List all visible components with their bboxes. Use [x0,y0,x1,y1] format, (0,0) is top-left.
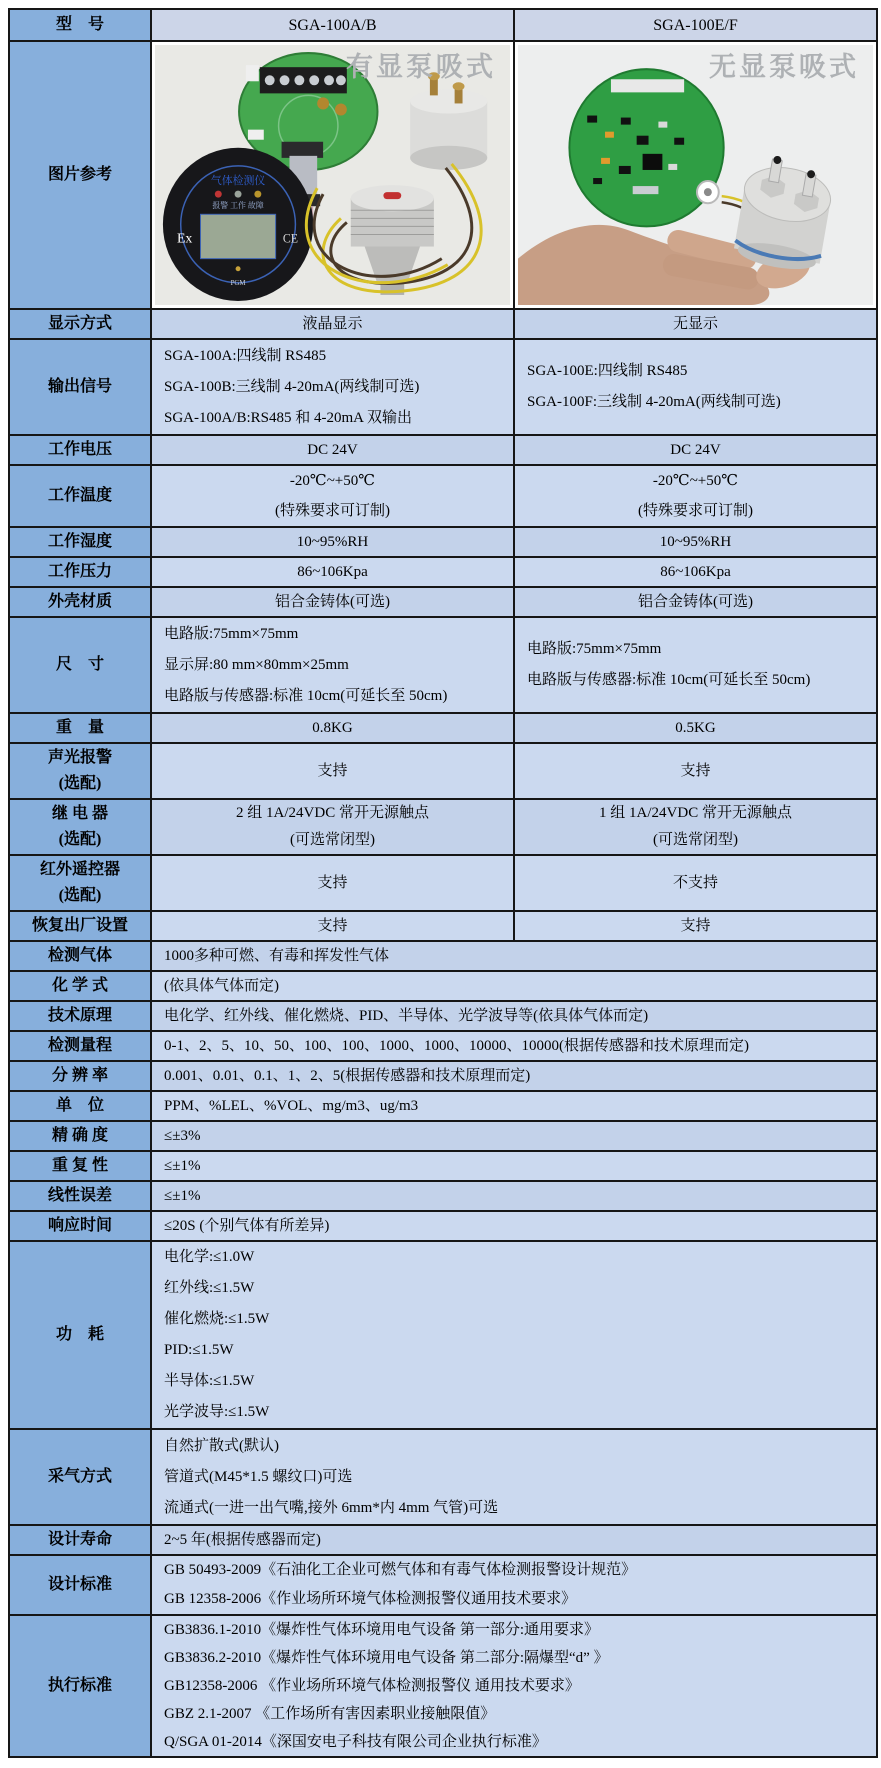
row-label: 检测量程 [47,1037,112,1054]
value-shell-b: 铝合金铸体(可选) [513,588,876,616]
photo-ef-watermark: 无显泵吸式 [709,52,859,82]
value-design-standard: GB 50493-2009《石油化工企业可燃气体和有毒气体检测报警设计规范》 GB 12358-2006《作业场所环境气体检测报警仪通用技术要求》 [150,1556,876,1614]
spec-row-power [10,1240,876,1428]
row-label: 输出信号 [47,378,112,395]
spec-row-resolution [10,1060,876,1090]
value-repeatability: ≤±1% [150,1152,876,1180]
row-label: 声光报警 [47,749,112,766]
spec-row-range [10,1030,876,1060]
photo-ab-illustration [155,45,510,305]
header-model-ef: SGA-100E/F [513,10,876,40]
value-relay-b: 1 组 1A/24VDC 常开无源触点 (可选常闭型) [513,800,876,854]
spec-row-accuracy [10,1120,876,1150]
value-output-a: SGA-100A:四线制 RS485 SGA-100B:三线制 4-20mA(两线制可选) SGA-100A/B:RS485 和 4-20mA 双输出 [150,340,513,434]
spec-row-remote [10,854,876,910]
detector-title-text: 气体检测仪 [210,174,266,188]
row-label: 恢复出厂设置 [31,917,128,934]
row-label: 工作压力 [47,563,112,580]
spec-row-shell-material [10,586,876,616]
value-response: ≤20S (个别气体有所差异) [150,1212,876,1240]
product-photo-sga-100ab [150,42,513,308]
row-label: 红外遥控器 [39,861,120,878]
value-formula: (依具体气体而定) [150,972,876,1000]
row-label: 执行标准 [47,1677,112,1694]
header-model-ab: SGA-100A/B [150,10,513,40]
value-reset-a: 支持 [150,912,513,940]
value-weight-a: 0.8KG [150,714,513,742]
header-label [10,10,150,40]
spec-row-design-standard [10,1554,876,1614]
value-display-a: 液晶显示 [150,310,513,338]
value-remote-a: 支持 [150,856,513,910]
spec-row-lifetime [10,1524,876,1554]
value-relay-a: 2 组 1A/24VDC 常开无源触点 (可选常闭型) [150,800,513,854]
detector-ex-mark: Ex [176,231,193,247]
value-linearity: ≤±1% [150,1182,876,1210]
row-label: 精 确 度 [51,1127,108,1144]
spec-row-pressure [10,556,876,586]
value-gases: 1000多种可燃、有毒和挥发性气体 [150,942,876,970]
row-label: 化 学 式 [51,977,108,994]
row-label-line2: (选配) [58,887,102,904]
value-resolution: 0.001、0.01、0.1、1、2、5(根据传感器和技术原理而定) [150,1062,876,1090]
spec-row-response [10,1210,876,1240]
row-label: 单 位 [55,1097,104,1114]
value-reset-b: 支持 [513,912,876,940]
header-row [10,10,876,40]
spec-row-voltage [10,434,876,464]
spec-row-display-mode [10,308,876,338]
row-label: 外壳材质 [47,593,112,610]
header-label-text: 型 号 [55,16,104,33]
value-principle: 电化学、红外线、催化燃烧、PID、半导体、光学波导等(依具体气体而定) [150,1002,876,1030]
spec-row-alarm [10,742,876,798]
detector-ce-mark: CE [282,231,299,246]
photo-ef [518,45,873,305]
spec-table [8,8,878,1758]
spec-row-humidity [10,526,876,556]
value-temperature-a: -20℃~+50℃ (特殊要求可订制) [150,466,513,526]
value-pressure-b: 86~106Kpa [513,558,876,586]
value-exec-standard: GB3836.1-2010《爆炸性气体环境用电气设备 第一部分:通用要求》 GB3836.2-2010《爆炸性气体环境用电气设备 第二部分:隔爆型“d” 》 GB12358-2006 《作业场所环境气体检测报警仪 通用技术要求》 GBZ 2.1-2007 《工作场所有害因素职业接触限值》 Q/SGA 01-2014《深国安电子科技有限公司企业执行标准》 [150,1616,876,1756]
spec-row-unit [10,1090,876,1120]
row-label: 功 耗 [55,1326,104,1343]
spec-row-weight [10,712,876,742]
value-output-b: SGA-100E:四线制 RS485 SGA-100F:三线制 4-20mA(两线制可选) [513,340,876,434]
value-alarm-a: 支持 [150,744,513,798]
spec-row-relay [10,798,876,854]
photo-ab-watermark: 有显泵吸式 [346,52,496,82]
spec-row-repeatability [10,1150,876,1180]
row-label: 响应时间 [47,1217,112,1234]
value-temperature-b: -20℃~+50℃ (特殊要求可订制) [513,466,876,526]
photo-row [10,40,876,308]
value-weight-b: 0.5KG [513,714,876,742]
row-label: 工作电压 [47,441,112,458]
row-label: 尺 寸 [55,656,104,673]
value-range: 0-1、2、5、10、50、100、100、1000、1000、10000、10000(根据传感器和技术原理而定) [150,1032,876,1060]
row-label: 线性误差 [47,1187,112,1204]
value-humidity-a: 10~95%RH [150,528,513,556]
value-pressure-a: 86~106Kpa [150,558,513,586]
row-label: 检测气体 [47,947,112,964]
value-humidity-b: 10~95%RH [513,528,876,556]
value-unit: PPM、%LEL、%VOL、mg/m3、ug/m3 [150,1092,876,1120]
value-remote-b: 不支持 [513,856,876,910]
row-label: 工作湿度 [47,533,112,550]
row-label: 采气方式 [47,1468,112,1485]
detector-pgm-mark: PGM [230,278,246,287]
value-display-b: 无显示 [513,310,876,338]
row-label-line2: (选配) [58,831,102,848]
row-label: 分 辨 率 [51,1067,108,1084]
spec-row-linearity [10,1180,876,1210]
spec-row-factory-reset [10,910,876,940]
spec-row-exec-standard [10,1614,876,1756]
value-power: 电化学:≤1.0W 红外线:≤1.5W 催化燃烧:≤1.5W PID:≤1.5W 半导体:≤1.5W 光学波导:≤1.5W [150,1242,876,1428]
detector-led-labels: 报警 工作 故障 [212,201,264,211]
spec-row-principle [10,1000,876,1030]
product-photo-sga-100ef [513,42,876,308]
photo-ef-illustration [518,45,873,305]
pcb-illustration [569,69,723,226]
value-size-b: 电路版:75mm×75mm 电路版与传感器:标准 10cm(可延长至 50cm) [513,618,876,712]
value-shell-a: 铝合金铸体(可选) [150,588,513,616]
value-alarm-b: 支持 [513,744,876,798]
spec-row-temperature [10,464,876,526]
row-label: 工作温度 [47,487,112,504]
value-lifetime: 2~5 年(根据传感器而定) [150,1526,876,1554]
value-sampling: 自然扩散式(默认) 管道式(M45*1.5 螺纹口)可选 流通式(一进一出气嘴,接外 6mm*内 4mm 气管)可选 [150,1430,876,1524]
spec-row-gases [10,940,876,970]
row-label: 设计寿命 [47,1531,112,1548]
row-label: 重 复 性 [51,1157,108,1174]
photo-row-label: 图片参考 [10,42,150,308]
spec-row-size [10,616,876,712]
row-label-line2: (选配) [58,775,102,792]
photo-ab [155,45,510,305]
row-label: 设计标准 [47,1576,112,1593]
spec-row-sampling [10,1428,876,1524]
value-voltage-b: DC 24V [513,436,876,464]
detector-illustration [163,148,313,301]
value-voltage-a: DC 24V [150,436,513,464]
row-label: 技术原理 [47,1007,112,1024]
spec-row-formula [10,970,876,1000]
row-label: 显示方式 [47,315,112,332]
row-label: 重 量 [55,719,104,736]
row-label: 继 电 器 [51,805,108,822]
value-accuracy: ≤±3% [150,1122,876,1150]
value-size-a: 电路版:75mm×75mm 显示屏:80 mm×80mm×25mm 电路版与传感器:标准 10cm(可延长至 50cm) [150,618,513,712]
spec-row-output-signal [10,338,876,434]
